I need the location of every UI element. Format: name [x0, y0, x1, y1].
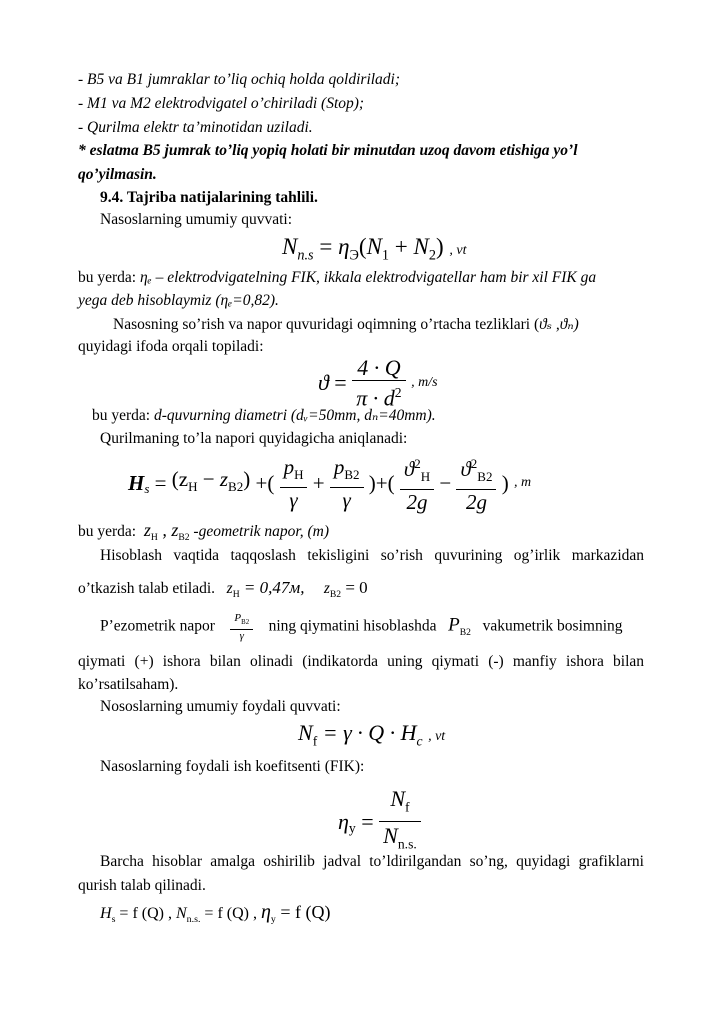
where-eta-line-2: yega deb hisoblaymiz (ηₑ=0,82).	[78, 292, 279, 309]
formula-velocity: ϑ = $\frac{4 \cdot Q}{\pi \cdot d^2}$ , m/s	[318, 355, 438, 411]
velocity-fraction: $\frac{4 \cdot Q}{\pi \cdot d^2}$	[352, 356, 405, 410]
efficiency-label: Nasoslarning foydali ish koefitsenti (FIK):	[100, 758, 365, 775]
section-heading: 9.4. Tajriba natijalarining tahlili.	[100, 189, 318, 206]
where-eta-line-1: bu yerda: ηₑ – elektrodvigatelning FIK, ikkala elektrodvigatellar ham bir xil FIK ga	[78, 269, 597, 286]
warning-line-2: qo’yilmasin.	[78, 166, 157, 183]
velocity-line-1: Nasosning so’rish va napor quvuridagi oqimning o’rtacha tezliklari (ϑₛ ,ϑₙ)	[113, 316, 579, 333]
piezo-line-1: P’ezometrik napor $\frac{P_{B2}}{\gamma}$ ning qiymatini hisoblashda $P_{B2}$ vakumetrik bosimning	[100, 612, 623, 643]
warning-line-1: * eslatma B5 jumrak to’liq yopiq holati bir minutdan uzoq davom etishiga yo’l	[78, 142, 578, 159]
calc-line-1: Hisoblash vaqtida taqqoslash tekisligini so’rish quvurining og’irlik markazidan	[100, 547, 644, 564]
piezo-line-3: ko’rsatilsaham).	[78, 676, 179, 693]
formula-efficiency: $\eta_y$ = $\frac{N_f}{N_{n.s.}}$	[338, 785, 421, 859]
useful-power-label: Nososlarning umumiy foydali quvvati:	[100, 698, 341, 715]
eta-e-symbol: ηₑ	[139, 269, 152, 286]
note-line-2: - M1 va M2 elektrodvigatel o’chiriladi (Stop);	[78, 95, 365, 112]
diameter-line: bu yerda: d-quvurning diametri (dᵥ=50mm, dₙ=40mm).	[92, 407, 436, 424]
piezo-fraction: $\frac{P_{B2}}{\gamma}$	[230, 612, 253, 642]
final-line-1: Barcha hisoblar amalga oshirilib jadval to’ldirilgandan so’ng, quyidagi grafiklarni	[100, 853, 644, 870]
formula-graphs: $H_s = f$ (Q) , $N_{n.s.} = f$ (Q) , $\eta_y = f$ (Q)	[100, 901, 331, 926]
total-power-label: Nasoslarning umumiy quvvati:	[100, 211, 293, 228]
final-line-2: qurish talab qilinadi.	[78, 877, 206, 894]
formula-total-head: $H_s = (z_H - z_{B2})$ +( $\frac{p_H}{\gamma}$ + $\frac{p_{B2}}{\gamma}$ )+( $\frac{ϑ^2_H}{2g}$ − $\frac{ϑ^2_{B2}}{2g}$ ) , m	[128, 454, 532, 515]
note-line-1: - B5 va B1 jumraklar to’liq ochiq holda qoldiriladi;	[78, 71, 401, 88]
formula-useful-power: $N_f = \gamma \cdot Q \cdot H_c$ , vt	[298, 720, 446, 749]
note-line-3: - Qurilma elektr ta’minotidan uziladi.	[78, 119, 313, 136]
piezo-line-2: qiymati (+) ishora bilan olinadi (indikatorda uning qiymati (-) manfiy ishora bilan	[78, 653, 644, 670]
formula-total-power: $N_{n.s} = \eta_Э(N_1 + N_2)$ , vt	[282, 234, 467, 264]
head-label: Qurilmaning to’la napori quyidagicha aniqlanadi:	[100, 430, 408, 447]
velocity-line-2: quyidagi ifoda orqali topiladi:	[78, 338, 264, 355]
calc-line-2: o’tkazish talab etiladi. $z_H = 0,47м$, $z_{B2} = 0$	[78, 578, 368, 601]
geometric-head-line: bu yerda: $z_H$ , $z_{B2}$ -geometrik napor, (m)	[78, 520, 330, 544]
